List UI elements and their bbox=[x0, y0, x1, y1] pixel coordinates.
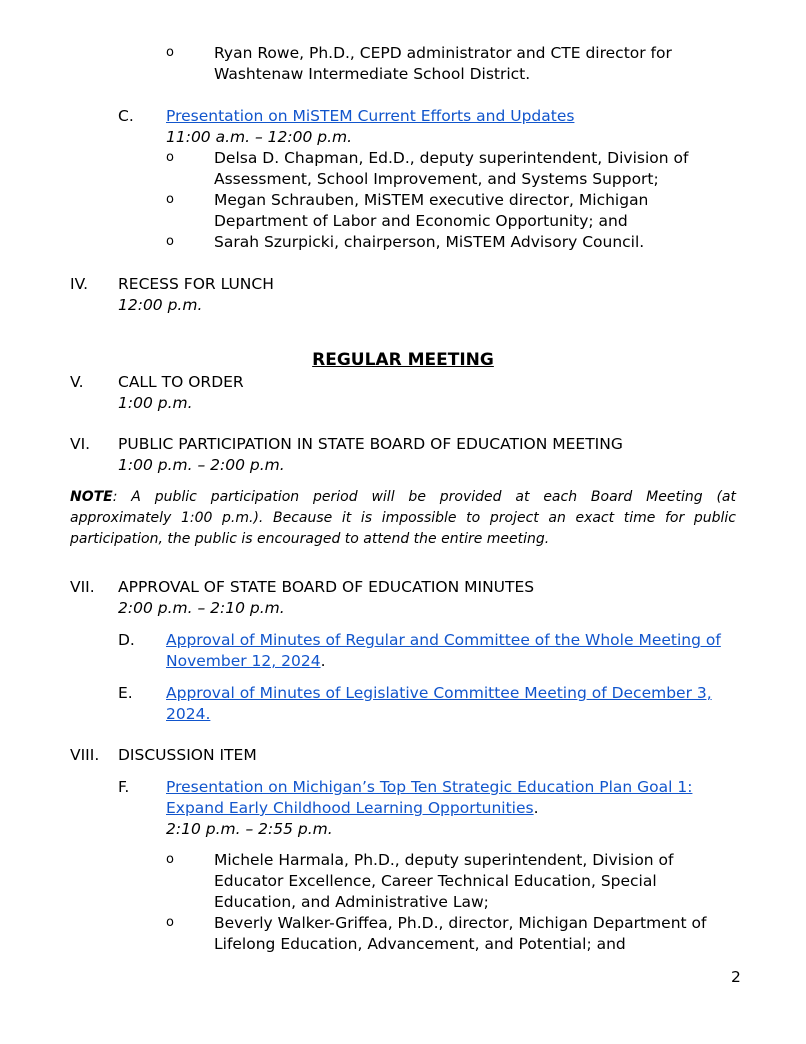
section-numeral: VII. bbox=[70, 578, 95, 596]
presenter-entry bbox=[214, 43, 672, 85]
bullet-marker: o bbox=[166, 192, 174, 207]
item-letter: E. bbox=[118, 684, 133, 702]
bullet-marker: o bbox=[166, 852, 174, 867]
section-time: 2:00 p.m. – 2:10 p.m. bbox=[118, 599, 285, 617]
presenter-line: Lifelong Education, Advancement, and Potential; and bbox=[214, 935, 626, 953]
section-heading: RECESS FOR LUNCH bbox=[118, 275, 274, 293]
item-time: 11:00 a.m. – 12:00 p.m. bbox=[166, 128, 353, 146]
presenter-line: Washtenaw Intermediate School District. bbox=[214, 65, 531, 83]
strategic-plan-goal-link-cont[interactable]: Expand Early Childhood Learning Opportunities bbox=[166, 799, 534, 817]
section-time: 1:00 p.m. bbox=[118, 394, 193, 412]
minutes-nov-12-link-cont[interactable]: November 12, 2024 bbox=[166, 652, 321, 670]
note-text: : A public participation period will be provided at each Board Meeting (at bbox=[112, 489, 736, 505]
item-time: 2:10 p.m. – 2:55 p.m. bbox=[166, 820, 333, 838]
minutes-dec-3-link-cont[interactable]: 2024. bbox=[166, 705, 211, 723]
regular-meeting-title: REGULAR MEETING bbox=[312, 350, 494, 370]
presenter-line: Michele Harmala, Ph.D., deputy superintendent, Division of bbox=[214, 851, 674, 869]
section-heading: DISCUSSION ITEM bbox=[118, 746, 257, 764]
section-numeral: IV. bbox=[70, 275, 89, 293]
presenter-line: Megan Schrauben, MiSTEM executive director, Michigan bbox=[214, 191, 649, 209]
bullet-marker: o bbox=[166, 234, 174, 249]
section-approval-minutes bbox=[118, 577, 534, 619]
page-number: 2 bbox=[731, 968, 741, 986]
section-numeral: VIII. bbox=[70, 746, 100, 764]
presenter-entry bbox=[214, 850, 674, 913]
presenter-line: Delsa D. Chapman, Ed.D., deputy superintendent, Division of bbox=[214, 149, 689, 167]
agenda-item-e bbox=[166, 683, 712, 725]
item-letter: D. bbox=[118, 631, 135, 649]
note-line bbox=[70, 487, 736, 508]
item-letter: C. bbox=[118, 107, 134, 125]
section-recess bbox=[118, 274, 274, 316]
presenter-line: Sarah Szurpicki, chairperson, MiSTEM Advisory Council. bbox=[214, 233, 645, 251]
presenter-entry bbox=[214, 190, 648, 232]
section-heading: APPROVAL OF STATE BOARD OF EDUCATION MINUTES bbox=[118, 578, 535, 596]
agenda-item-c bbox=[166, 106, 574, 148]
bullet-marker: o bbox=[166, 150, 174, 165]
strategic-plan-goal-link[interactable]: Presentation on Michigan’s Top Ten Strategic Education Plan Goal 1: bbox=[166, 778, 693, 796]
presenter-entry bbox=[214, 148, 688, 190]
minutes-nov-12-link[interactable]: Approval of Minutes of Regular and Committee of the Whole Meeting of bbox=[166, 631, 721, 649]
presenter-line: Ryan Rowe, Ph.D., CEPD administrator and CTE director for bbox=[214, 44, 672, 62]
item-punctuation: . bbox=[533, 799, 539, 817]
section-numeral: V. bbox=[70, 373, 84, 391]
section-time: 1:00 p.m. – 2:00 p.m. bbox=[118, 456, 285, 474]
presenter-line: Beverly Walker-Griffea, Ph.D., director, Michigan Department of bbox=[214, 914, 707, 932]
minutes-dec-3-link[interactable]: Approval of Minutes of Legislative Committee Meeting of December 3, bbox=[166, 684, 712, 702]
section-public-participation bbox=[118, 434, 623, 476]
section-numeral: VI. bbox=[70, 435, 91, 453]
mistem-presentation-link[interactable]: Presentation on MiSTEM Current Efforts and Updates bbox=[166, 107, 575, 125]
note-label: NOTE bbox=[70, 489, 113, 505]
agenda-item-f bbox=[166, 777, 692, 840]
section-heading: PUBLIC PARTICIPATION IN STATE BOARD OF EDUCATION MEETING bbox=[118, 435, 623, 453]
presenter-line: Department of Labor and Economic Opportunity; and bbox=[214, 212, 628, 230]
section-time: 12:00 p.m. bbox=[118, 296, 203, 314]
presenter-line: Educator Excellence, Career Technical Education, Special bbox=[214, 872, 657, 890]
bullet-marker: o bbox=[166, 915, 174, 930]
presenter-entry bbox=[214, 913, 706, 955]
presenter-line: Education, and Administrative Law; bbox=[214, 893, 489, 911]
section-discussion bbox=[118, 745, 257, 766]
agenda-item-d bbox=[166, 630, 721, 672]
item-letter: F. bbox=[118, 778, 130, 796]
presenter-line: Assessment, School Improvement, and Systems Support; bbox=[214, 170, 659, 188]
note-line: approximately 1:00 p.m.). Because it is impossible to project an exact time for public bbox=[70, 510, 736, 526]
public-participation-note bbox=[70, 487, 736, 550]
item-punctuation: . bbox=[320, 652, 326, 670]
section-heading: CALL TO ORDER bbox=[118, 373, 244, 391]
note-line: participation, the public is encouraged to attend the entire meeting. bbox=[70, 531, 550, 547]
bullet-marker: o bbox=[166, 45, 174, 60]
presenter-entry bbox=[214, 232, 644, 253]
section-call-to-order bbox=[118, 372, 244, 414]
